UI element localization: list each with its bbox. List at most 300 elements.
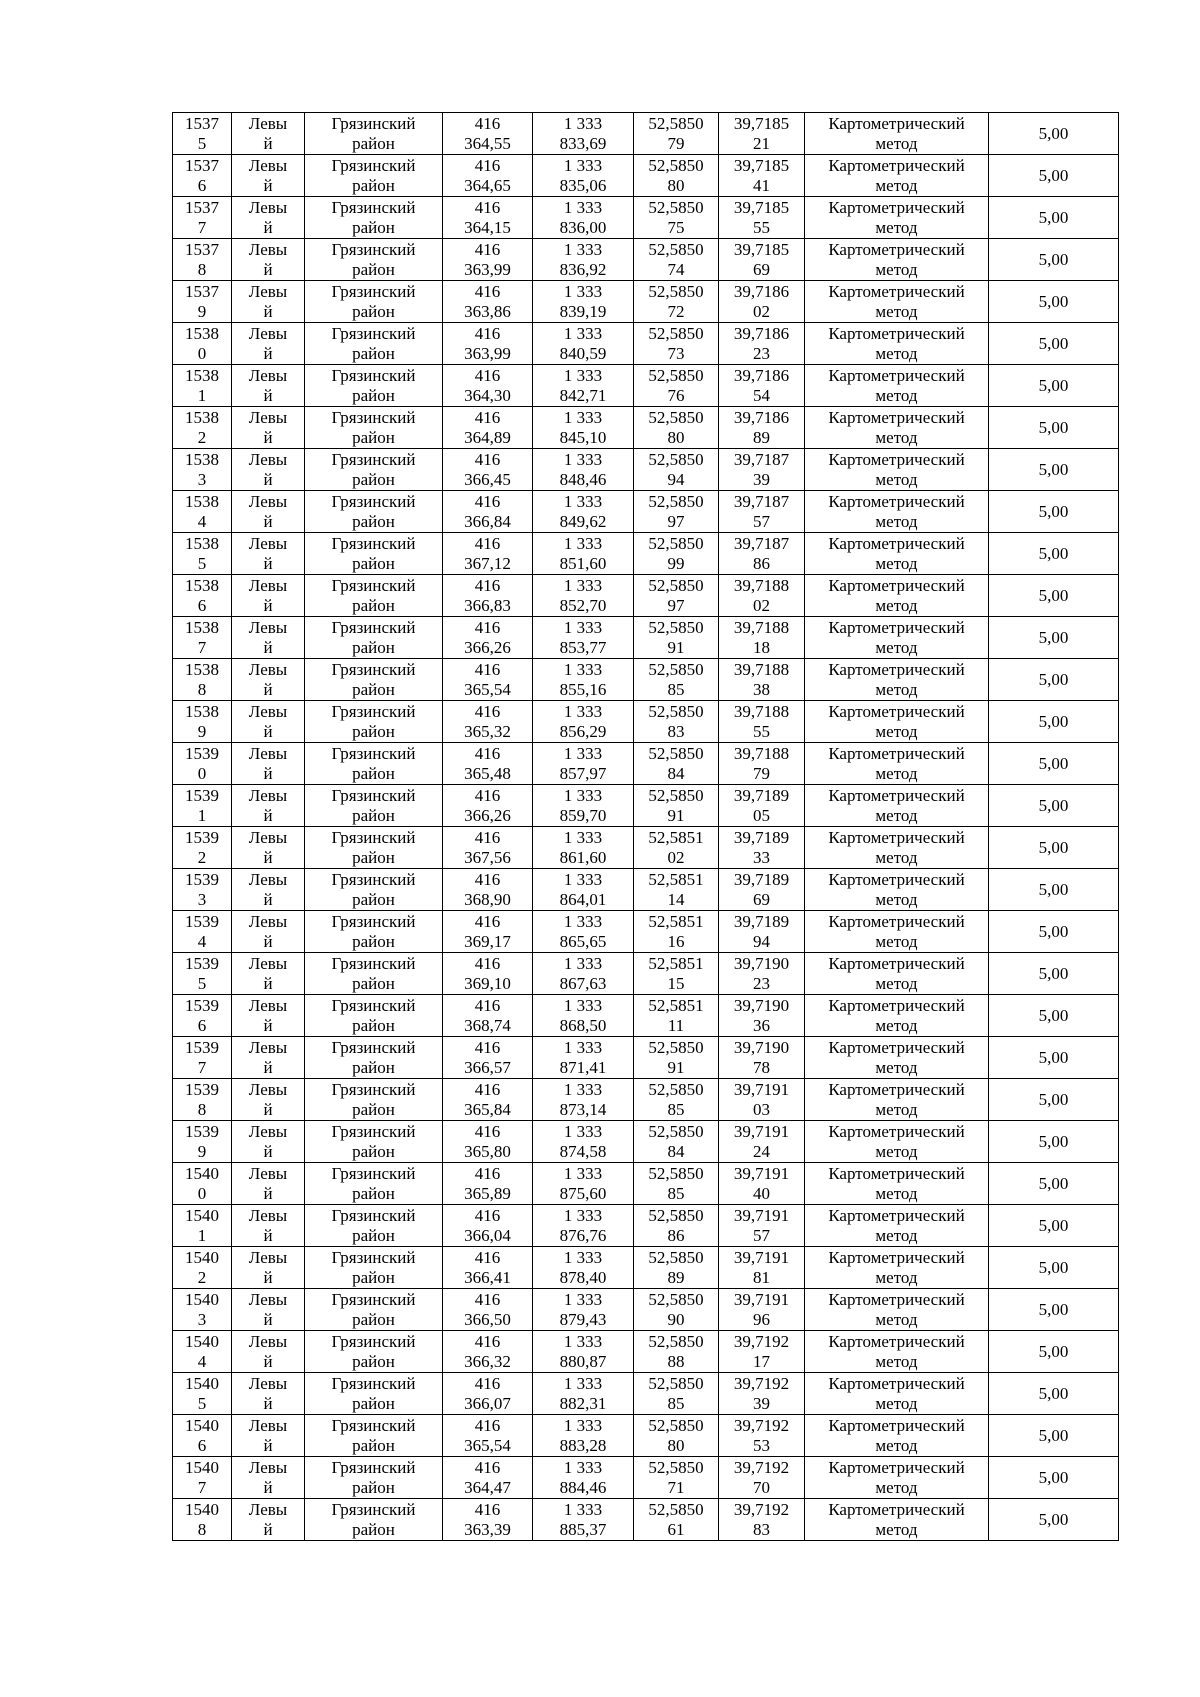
district-cell-line: Грязинский xyxy=(331,407,416,427)
district-cell-line: район xyxy=(352,1015,395,1035)
method-cell-line: Картометрический xyxy=(828,1121,965,1141)
method-cell xyxy=(805,239,989,281)
method-cell-line: метод xyxy=(875,1225,918,1245)
method-cell-line: метод xyxy=(875,217,918,237)
y-coordinate-cell-line: 865,65 xyxy=(559,931,607,951)
x-coordinate-cell xyxy=(443,995,533,1037)
longitude-cell xyxy=(719,995,805,1037)
x-coordinate-cell-line: 363,99 xyxy=(464,259,511,279)
bank-side-cell xyxy=(232,1415,305,1457)
longitude-cell-line: 94 xyxy=(753,931,770,951)
method-cell-line: метод xyxy=(875,385,918,405)
x-coordinate-cell xyxy=(443,281,533,323)
accuracy-cell: 5,00 xyxy=(989,1079,1119,1121)
longitude-cell xyxy=(719,323,805,365)
point-number-cell-line: 7 xyxy=(197,217,207,237)
method-cell-line: Картометрический xyxy=(828,869,965,889)
point-number-cell-line: 5 xyxy=(197,133,207,153)
latitude-cell xyxy=(634,113,719,155)
district-cell-line: Грязинский xyxy=(331,449,416,469)
point-number-cell-line: 1539 xyxy=(185,743,219,763)
y-coordinate-cell-line: 874,58 xyxy=(559,1141,607,1161)
bank-side-cell xyxy=(232,407,305,449)
table-row xyxy=(173,911,1119,953)
method-cell xyxy=(805,995,989,1037)
bank-side-cell-line: Левы xyxy=(248,1331,288,1351)
longitude-cell-line: 39,7191 xyxy=(733,1289,790,1309)
latitude-cell xyxy=(634,869,719,911)
latitude-cell-line: 71 xyxy=(667,1477,685,1497)
district-cell xyxy=(305,1163,443,1205)
latitude-cell-line: 83 xyxy=(667,721,685,741)
method-cell xyxy=(805,617,989,659)
bank-side-cell xyxy=(232,1331,305,1373)
point-number-cell-line: 1539 xyxy=(185,911,219,931)
x-coordinate-cell-line: 416 xyxy=(474,953,501,973)
bank-side-cell xyxy=(232,1079,305,1121)
district-cell-line: Грязинский xyxy=(331,113,416,133)
longitude-cell-line: 54 xyxy=(753,385,770,405)
latitude-cell xyxy=(634,323,719,365)
district-cell xyxy=(305,1457,443,1499)
point-number-cell xyxy=(173,869,232,911)
latitude-cell xyxy=(634,701,719,743)
district-cell-line: Грязинский xyxy=(331,575,416,595)
longitude-cell-line: 39 xyxy=(753,469,770,489)
bank-side-cell-line: й xyxy=(263,1141,273,1161)
latitude-cell-line: 84 xyxy=(667,763,685,783)
longitude-cell xyxy=(719,1331,805,1373)
method-cell-line: Картометрический xyxy=(828,239,965,259)
bank-side-cell-line: Левы xyxy=(248,239,288,259)
latitude-cell xyxy=(634,1331,719,1373)
method-cell-line: метод xyxy=(875,175,918,195)
latitude-cell-line: 91 xyxy=(667,805,685,825)
table-row xyxy=(173,743,1119,785)
longitude-cell-line: 03 xyxy=(753,1099,770,1119)
x-coordinate-cell-line: 416 xyxy=(474,869,501,889)
y-coordinate-cell xyxy=(533,1205,634,1247)
district-cell-line: Грязинский xyxy=(331,1079,416,1099)
x-coordinate-cell xyxy=(443,1163,533,1205)
longitude-cell-line: 21 xyxy=(753,133,770,153)
latitude-cell-line: 52,5850 xyxy=(648,1247,704,1267)
district-cell-line: район xyxy=(352,973,395,993)
point-number-cell xyxy=(173,1499,232,1541)
district-cell-line: район xyxy=(352,1435,395,1455)
method-cell-line: метод xyxy=(875,973,918,993)
point-number-cell xyxy=(173,659,232,701)
point-number-cell-line: 1538 xyxy=(185,323,219,343)
point-number-cell-line: 6 xyxy=(197,175,207,195)
district-cell-line: район xyxy=(352,469,395,489)
x-coordinate-cell xyxy=(443,869,533,911)
bank-side-cell-line: й xyxy=(263,721,273,741)
x-coordinate-cell-line: 366,32 xyxy=(464,1351,511,1371)
district-cell-line: Грязинский xyxy=(331,1163,416,1183)
x-coordinate-cell-line: 416 xyxy=(474,617,501,637)
method-cell-line: Картометрический xyxy=(828,1415,965,1435)
table-row xyxy=(173,995,1119,1037)
method-cell xyxy=(805,1457,989,1499)
bank-side-cell-line: й xyxy=(263,889,273,909)
bank-side-cell-line: й xyxy=(263,595,273,615)
bank-side-cell-line: Левы xyxy=(248,995,288,1015)
latitude-cell-line: 52,5850 xyxy=(648,533,704,553)
longitude-cell xyxy=(719,911,805,953)
x-coordinate-cell-line: 365,48 xyxy=(464,763,511,783)
district-cell-line: Грязинский xyxy=(331,155,416,175)
longitude-cell xyxy=(719,785,805,827)
bank-side-cell-line: й xyxy=(263,553,273,573)
district-cell xyxy=(305,869,443,911)
point-number-cell xyxy=(173,617,232,659)
y-coordinate-cell xyxy=(533,1289,634,1331)
longitude-cell-line: 17 xyxy=(753,1351,770,1371)
y-coordinate-cell-line: 1 333 xyxy=(563,1331,603,1351)
longitude-cell-line: 24 xyxy=(753,1141,770,1161)
x-coordinate-cell-line: 364,55 xyxy=(464,133,511,153)
longitude-cell-line: 02 xyxy=(753,301,770,321)
x-coordinate-cell-line: 416 xyxy=(474,1205,501,1225)
longitude-cell-line: 39,7192 xyxy=(733,1331,790,1351)
latitude-cell-line: 52,5851 xyxy=(648,911,704,931)
point-number-cell-line: 1540 xyxy=(185,1331,219,1351)
point-number-cell-line: 8 xyxy=(197,1099,207,1119)
longitude-cell-line: 39,7188 xyxy=(733,743,790,763)
x-coordinate-cell-line: 367,56 xyxy=(464,847,511,867)
longitude-cell-line: 39,7191 xyxy=(733,1247,790,1267)
x-coordinate-cell xyxy=(443,155,533,197)
longitude-cell xyxy=(719,1499,805,1541)
x-coordinate-cell-line: 416 xyxy=(474,1247,501,1267)
bank-side-cell-line: Левы xyxy=(248,617,288,637)
y-coordinate-cell-line: 845,10 xyxy=(559,427,607,447)
accuracy-cell: 5,00 xyxy=(989,995,1119,1037)
latitude-cell-line: 52,5850 xyxy=(648,1079,704,1099)
district-cell xyxy=(305,365,443,407)
latitude-cell-line: 91 xyxy=(667,1057,685,1077)
method-cell xyxy=(805,1289,989,1331)
point-number-cell-line: 1539 xyxy=(185,1037,219,1057)
latitude-cell xyxy=(634,1415,719,1457)
latitude-cell-line: 80 xyxy=(667,175,685,195)
longitude-cell xyxy=(719,491,805,533)
bank-side-cell-line: Левы xyxy=(248,533,288,553)
bank-side-cell-line: Левы xyxy=(248,407,288,427)
x-coordinate-cell-line: 365,89 xyxy=(464,1183,511,1203)
latitude-cell xyxy=(634,659,719,701)
x-coordinate-cell-line: 366,26 xyxy=(464,637,511,657)
y-coordinate-cell-line: 1 333 xyxy=(563,953,603,973)
longitude-cell-line: 96 xyxy=(753,1309,770,1329)
bank-side-cell xyxy=(232,911,305,953)
method-cell xyxy=(805,449,989,491)
accuracy-cell: 5,00 xyxy=(989,491,1119,533)
x-coordinate-cell xyxy=(443,1037,533,1079)
latitude-cell xyxy=(634,995,719,1037)
latitude-cell-line: 52,5850 xyxy=(648,1289,704,1309)
latitude-cell xyxy=(634,197,719,239)
district-cell-line: Грязинский xyxy=(331,1499,416,1519)
district-cell-line: район xyxy=(352,301,395,321)
x-coordinate-cell xyxy=(443,617,533,659)
bank-side-cell-line: Левы xyxy=(248,1457,288,1477)
y-coordinate-cell-line: 835,06 xyxy=(559,175,607,195)
point-number-cell-line: 3 xyxy=(197,1309,207,1329)
method-cell-line: метод xyxy=(875,1477,918,1497)
y-coordinate-cell-line: 855,16 xyxy=(559,679,607,699)
y-coordinate-cell-line: 1 333 xyxy=(563,491,603,511)
latitude-cell-line: 16 xyxy=(667,931,685,951)
district-cell-line: район xyxy=(352,1057,395,1077)
latitude-cell-line: 52,5850 xyxy=(648,239,704,259)
district-cell-line: район xyxy=(352,805,395,825)
bank-side-cell xyxy=(232,1373,305,1415)
y-coordinate-cell-line: 859,70 xyxy=(559,805,607,825)
x-coordinate-cell-line: 416 xyxy=(474,533,501,553)
method-cell xyxy=(805,281,989,323)
table-row xyxy=(173,1163,1119,1205)
latitude-cell-line: 52,5850 xyxy=(648,155,704,175)
longitude-cell-line: 40 xyxy=(753,1183,770,1203)
point-number-cell-line: 7 xyxy=(197,637,207,657)
point-number-cell xyxy=(173,953,232,995)
longitude-cell xyxy=(719,1037,805,1079)
district-cell-line: Грязинский xyxy=(331,533,416,553)
district-cell-line: Грязинский xyxy=(331,701,416,721)
method-cell-line: метод xyxy=(875,763,918,783)
longitude-cell-line: 36 xyxy=(753,1015,770,1035)
y-coordinate-cell-line: 883,28 xyxy=(559,1435,607,1455)
x-coordinate-cell-line: 369,10 xyxy=(464,973,511,993)
longitude-cell-line: 39,7189 xyxy=(733,827,790,847)
table-row xyxy=(173,197,1119,239)
longitude-cell-line: 70 xyxy=(753,1477,770,1497)
method-cell xyxy=(805,1079,989,1121)
bank-side-cell-line: й xyxy=(263,259,273,279)
longitude-cell-line: 39,7185 xyxy=(733,197,790,217)
method-cell-line: Картометрический xyxy=(828,659,965,679)
latitude-cell-line: 52,5851 xyxy=(648,995,704,1015)
x-coordinate-cell xyxy=(443,1457,533,1499)
table-row xyxy=(173,1457,1119,1499)
point-number-cell xyxy=(173,575,232,617)
district-cell-line: район xyxy=(352,721,395,741)
district-cell xyxy=(305,1415,443,1457)
point-number-cell-line: 2 xyxy=(197,847,207,867)
district-cell xyxy=(305,533,443,575)
y-coordinate-cell-line: 853,77 xyxy=(559,637,607,657)
x-coordinate-cell xyxy=(443,239,533,281)
district-cell-line: Грязинский xyxy=(331,1205,416,1225)
x-coordinate-cell-line: 364,65 xyxy=(464,175,511,195)
bank-side-cell xyxy=(232,239,305,281)
district-cell-line: район xyxy=(352,1393,395,1413)
longitude-cell-line: 39,7192 xyxy=(733,1499,790,1519)
point-number-cell xyxy=(173,785,232,827)
method-cell xyxy=(805,1163,989,1205)
y-coordinate-cell xyxy=(533,869,634,911)
accuracy-cell: 5,00 xyxy=(989,323,1119,365)
method-cell xyxy=(805,155,989,197)
table-body xyxy=(173,113,1119,1541)
y-coordinate-cell-line: 1 333 xyxy=(563,281,603,301)
latitude-cell-line: 72 xyxy=(667,301,685,321)
method-cell-line: метод xyxy=(875,1099,918,1119)
bank-side-cell xyxy=(232,197,305,239)
latitude-cell-line: 52,5850 xyxy=(648,1331,704,1351)
point-number-cell-line: 6 xyxy=(197,1435,207,1455)
method-cell-line: Картометрический xyxy=(828,827,965,847)
bank-side-cell xyxy=(232,869,305,911)
bank-side-cell-line: Левы xyxy=(248,1121,288,1141)
y-coordinate-cell xyxy=(533,1373,634,1415)
point-number-cell xyxy=(173,827,232,869)
district-cell-line: район xyxy=(352,217,395,237)
bank-side-cell-line: й xyxy=(263,1057,273,1077)
bank-side-cell-line: й xyxy=(263,427,273,447)
method-cell-line: метод xyxy=(875,1183,918,1203)
method-cell-line: метод xyxy=(875,427,918,447)
accuracy-cell: 5,00 xyxy=(989,1247,1119,1289)
bank-side-cell-line: й xyxy=(263,217,273,237)
longitude-cell-line: 39,7192 xyxy=(733,1415,790,1435)
point-number-cell-line: 1538 xyxy=(185,701,219,721)
district-cell-line: район xyxy=(352,637,395,657)
bank-side-cell-line: й xyxy=(263,1267,273,1287)
method-cell xyxy=(805,1415,989,1457)
point-number-cell xyxy=(173,113,232,155)
bank-side-cell-line: Левы xyxy=(248,1373,288,1393)
bank-side-cell-line: й xyxy=(263,805,273,825)
latitude-cell-line: 91 xyxy=(667,637,685,657)
longitude-cell-line: 39,7191 xyxy=(733,1205,790,1225)
latitude-cell xyxy=(634,1457,719,1499)
accuracy-cell: 5,00 xyxy=(989,197,1119,239)
bank-side-cell-line: Левы xyxy=(248,1289,288,1309)
bank-side-cell-line: Левы xyxy=(248,953,288,973)
table-row xyxy=(173,407,1119,449)
y-coordinate-cell-line: 1 333 xyxy=(563,1289,603,1309)
point-number-cell-line: 1538 xyxy=(185,659,219,679)
method-cell xyxy=(805,365,989,407)
longitude-cell-line: 39,7190 xyxy=(733,995,790,1015)
latitude-cell xyxy=(634,155,719,197)
point-number-cell xyxy=(173,1457,232,1499)
y-coordinate-cell xyxy=(533,617,634,659)
point-number-cell xyxy=(173,155,232,197)
latitude-cell-line: 86 xyxy=(667,1225,685,1245)
y-coordinate-cell-line: 1 333 xyxy=(563,155,603,175)
longitude-cell-line: 57 xyxy=(753,511,770,531)
district-cell-line: район xyxy=(352,385,395,405)
x-coordinate-cell-line: 367,12 xyxy=(464,553,511,573)
bank-side-cell xyxy=(232,533,305,575)
longitude-cell-line: 55 xyxy=(753,721,770,741)
y-coordinate-cell-line: 1 333 xyxy=(563,197,603,217)
latitude-cell-line: 52,5850 xyxy=(648,575,704,595)
bank-side-cell-line: й xyxy=(263,469,273,489)
point-number-cell-line: 6 xyxy=(197,1015,207,1035)
x-coordinate-cell-line: 364,30 xyxy=(464,385,511,405)
x-coordinate-cell-line: 368,90 xyxy=(464,889,511,909)
method-cell-line: Картометрический xyxy=(828,1037,965,1057)
y-coordinate-cell xyxy=(533,1079,634,1121)
x-coordinate-cell-line: 416 xyxy=(474,911,501,931)
district-cell-line: район xyxy=(352,1183,395,1203)
y-coordinate-cell-line: 1 333 xyxy=(563,743,603,763)
y-coordinate-cell xyxy=(533,1499,634,1541)
latitude-cell xyxy=(634,239,719,281)
longitude-cell xyxy=(719,827,805,869)
longitude-cell xyxy=(719,659,805,701)
latitude-cell xyxy=(634,1499,719,1541)
latitude-cell-line: 61 xyxy=(667,1519,685,1539)
x-coordinate-cell xyxy=(443,323,533,365)
y-coordinate-cell-line: 836,00 xyxy=(559,217,607,237)
latitude-cell-line: 52,5850 xyxy=(648,1457,704,1477)
point-number-cell-line: 4 xyxy=(197,931,207,951)
longitude-cell-line: 39,7187 xyxy=(733,533,790,553)
district-cell xyxy=(305,743,443,785)
y-coordinate-cell-line: 885,37 xyxy=(559,1519,607,1539)
longitude-cell xyxy=(719,239,805,281)
longitude-cell-line: 39 xyxy=(753,1393,770,1413)
point-number-cell-line: 1539 xyxy=(185,1121,219,1141)
bank-side-cell-line: Левы xyxy=(248,1205,288,1225)
latitude-cell-line: 85 xyxy=(667,1099,685,1119)
bank-side-cell-line: й xyxy=(263,133,273,153)
point-number-cell-line: 1540 xyxy=(185,1163,219,1183)
point-number-cell-line: 1538 xyxy=(185,407,219,427)
y-coordinate-cell xyxy=(533,953,634,995)
x-coordinate-cell xyxy=(443,743,533,785)
table-row xyxy=(173,449,1119,491)
table-row xyxy=(173,869,1119,911)
district-cell-line: район xyxy=(352,595,395,615)
district-cell-line: Грязинский xyxy=(331,995,416,1015)
latitude-cell xyxy=(634,911,719,953)
y-coordinate-cell-line: 868,50 xyxy=(559,1015,607,1035)
x-coordinate-cell-line: 416 xyxy=(474,281,501,301)
longitude-cell xyxy=(719,1247,805,1289)
x-coordinate-cell-line: 366,45 xyxy=(464,469,511,489)
table-row xyxy=(173,239,1119,281)
district-cell-line: Грязинский xyxy=(331,869,416,889)
y-coordinate-cell-line: 840,59 xyxy=(559,343,607,363)
latitude-cell-line: 52,5850 xyxy=(648,197,704,217)
x-coordinate-cell xyxy=(443,1373,533,1415)
point-number-cell xyxy=(173,1037,232,1079)
method-cell-line: Картометрический xyxy=(828,449,965,469)
district-cell-line: Грязинский xyxy=(331,827,416,847)
method-cell-line: Картометрический xyxy=(828,1373,965,1393)
bank-side-cell-line: Левы xyxy=(248,449,288,469)
latitude-cell-line: 88 xyxy=(667,1351,685,1371)
y-coordinate-cell-line: 1 333 xyxy=(563,449,603,469)
district-cell-line: Грязинский xyxy=(331,1289,416,1309)
bank-side-cell-line: Левы xyxy=(248,701,288,721)
latitude-cell-line: 85 xyxy=(667,679,685,699)
latitude-cell-line: 89 xyxy=(667,1267,685,1287)
latitude-cell xyxy=(634,743,719,785)
x-coordinate-cell xyxy=(443,785,533,827)
bank-side-cell-line: й xyxy=(263,175,273,195)
district-cell-line: район xyxy=(352,511,395,531)
bank-side-cell-line: й xyxy=(263,1393,273,1413)
x-coordinate-cell-line: 366,50 xyxy=(464,1309,511,1329)
